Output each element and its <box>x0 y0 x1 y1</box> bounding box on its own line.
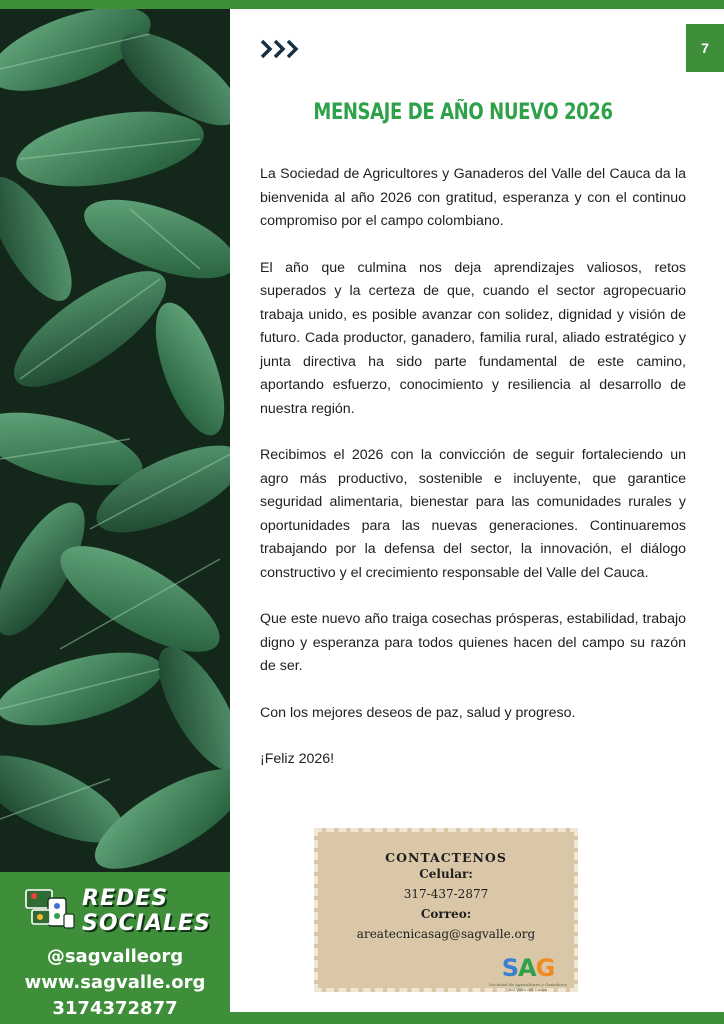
leaf-background-image <box>0 9 230 872</box>
message-body <box>260 163 686 795</box>
social-title-line2: SOCIALES <box>82 911 211 936</box>
social-title-line1: REDES <box>82 886 169 911</box>
social-media-panel <box>0 872 230 1024</box>
paragraph: ¡Feliz 2026! <box>260 751 335 767</box>
sag-logo-subtitle: Sociedad de Agricultores y Ganaderos del Valle del Cauca <box>489 982 567 992</box>
email-label: Correo: <box>420 907 472 921</box>
paragraph: La Sociedad de Agricultores y Ganaderos del Valle del Cauca da la bienvenida al año 2026 con gratitud, esperanza y con el continuo compromiso por el campo colombiano. <box>260 166 686 229</box>
sag-logo-text: SAG <box>501 954 555 982</box>
social-media-devices-icon <box>24 884 76 936</box>
social-title <box>82 886 211 936</box>
paragraph: Recibimos el 2026 con la convicción de seguir fortaleciendo un agro más productivo, sostenible e incluyente, que garantice seguridad alimentaria, bienestar para las comunidades rurales y oportunidades para las nuevas generaciones. Continuaremos trabajando por la defensa del sector, la innovación, el diálogo constructivo y el crecimiento responsable del Valle del Cauca. <box>260 447 686 581</box>
triple-chevron-right-icon <box>260 38 302 60</box>
email-value[interactable]: areatecnicasag@sagvalle.org <box>356 927 536 941</box>
page-title: MENSAJE DE AÑO NUEVO 2026 <box>313 100 613 125</box>
sag-logo <box>488 954 568 992</box>
social-website[interactable]: www.sagvalle.org <box>24 972 206 993</box>
contact-card <box>314 828 578 992</box>
social-handle[interactable]: @sagvalleorg <box>46 946 184 967</box>
paragraph: Que este nuevo año traiga cosechas prósperas, estabilidad, trabajo digno y esperanza para todos quienes hacen del campo su razón de ser. <box>260 611 686 674</box>
paragraph: El año que culmina nos deja aprendizajes valiosos, retos superados y la certeza de que, cuando el sector agropecuario trabaja unido, es posible avanzar con solidez, dignidad y visión de futuro. Cada productor, ganadero, familia rural, aliado estratégico y junta directiva ha sido parte fundamental de este camino, aportando esfuerzo, conocimiento y resiliencia al desarrollo de nuestra región. <box>260 259 686 417</box>
bottom-border <box>230 1012 724 1024</box>
contact-title: CONTACTENOS <box>385 850 507 865</box>
page-number: 7 <box>686 24 724 72</box>
social-phone: 3174372877 <box>52 998 178 1019</box>
cell-value: 317-437-2877 <box>403 887 489 901</box>
paragraph: Con los mejores deseos de paz, salud y progreso. <box>260 704 576 721</box>
cell-label: Celular: <box>419 867 473 881</box>
top-border <box>0 0 724 9</box>
